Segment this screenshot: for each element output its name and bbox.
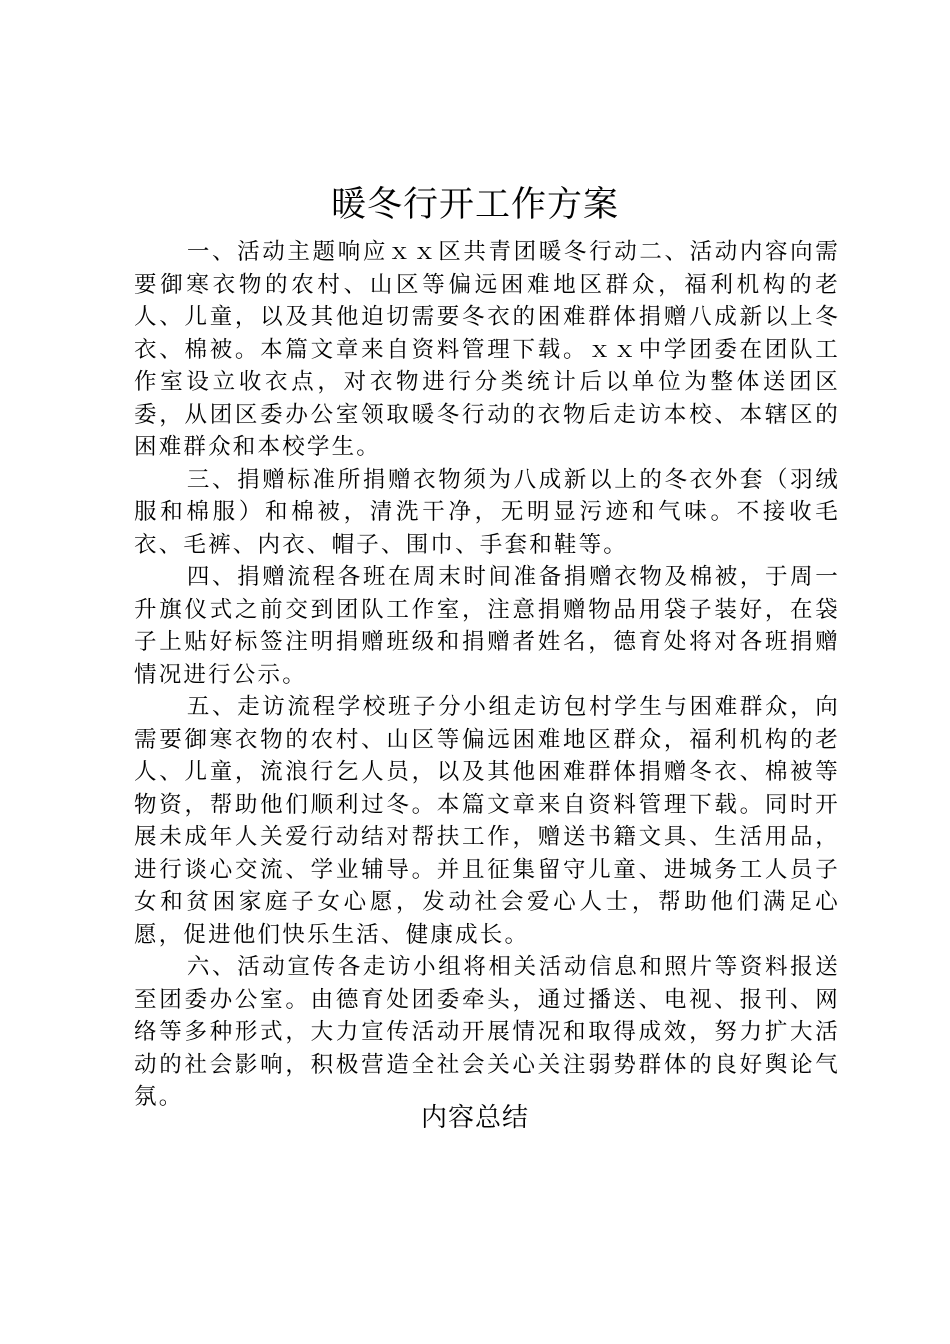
document-title: 暖冬行开工作方案 xyxy=(330,185,619,225)
paragraph-publicity: 六、活动宣传各走访小组将相关活动信息和照片等资料报送至团委办公室。由德育处团委牵头，通过播送、电视、报刊、网络等多种形式，大力宣传活动开展情况和取得成效，努力扩大活动的社会影响，积极营造全社会关心关注弱势群体的良好舆论气氛。 xyxy=(134,954,840,1110)
summary-heading: 内容总结 xyxy=(420,1103,529,1133)
paragraph-visit-process: 五、走访流程学校班子分小组走访包村学生与困难群众，向需要御寒衣物的农村、山区等偏远困难地区群众，福利机构的老人、儿童，流浪行乞人员，以及其他困难群体捐赠冬衣、棉被等物资，帮助他们顺利过冬。本篇文章来自资料管理下载。同时开展未成年人关爱行动结对帮扶工作，赠送书籍文具、生活用品，进行谈心交流、学业辅导。并且征集留守儿童、进城务工人员子女和贫困家庭子女心愿，发动社会爱心人士，帮助他们满足心愿，促进他们快乐生活、健康成长。 xyxy=(134,694,840,948)
paragraph-activity-theme: 一、活动主题响应ｘｘ区共青团暖冬行动二、活动内容向需要御寒衣物的农村、山区等偏远困难地区群众，福利机构的老人、儿童，以及其他迫切需要冬衣的困难群体捐赠八成新以上冬衣、棉被。本篇文章来自资料管理下载。ｘｘ中学团委在团队工作室设立收衣点，对衣物进行分类统计后以单位为整体送团区委，从团区委办公室领取暖冬行动的衣物后走访本校、本辖区的困难群众和本校学生。 xyxy=(134,239,840,460)
document-body xyxy=(134,236,840,1114)
paragraph-donation-standard: 三、捐赠标准所捐赠衣物须为八成新以上的冬衣外套（羽绒服和棉服）和棉被，清洗干净，无明显污迹和气味。不接收毛衣、毛裤、内衣、帽子、围巾、手套和鞋等。 xyxy=(134,466,840,558)
paragraph-donation-process: 四、捐赠流程各班在周末时间准备捐赠衣物及棉被，于周一升旗仪式之前交到团队工作室，注意捐赠物品用袋子装好，在袋子上贴好标签注明捐赠班级和捐赠者姓名，德育处将对各班捐赠情况进行公示。 xyxy=(134,564,840,688)
